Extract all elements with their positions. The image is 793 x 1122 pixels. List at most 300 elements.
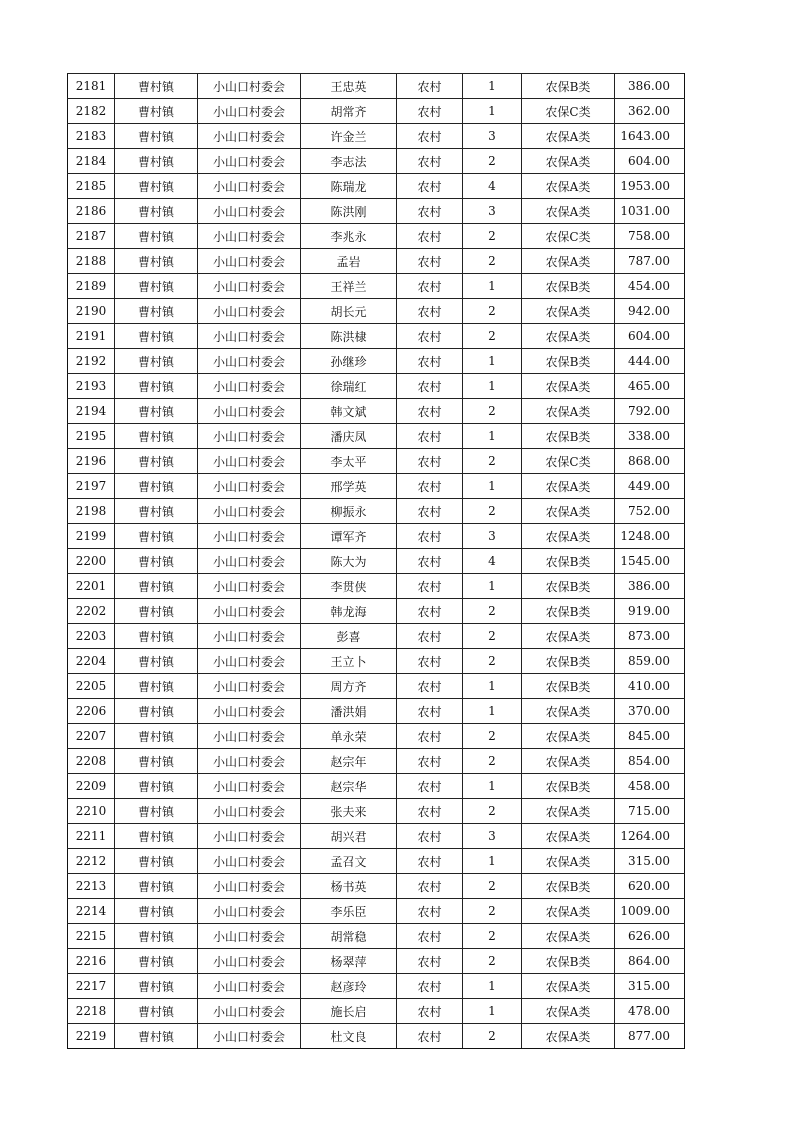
table-row — [68, 224, 685, 249]
name-cell: 陈洪棣 — [301, 324, 397, 349]
insurance-category-cell: 农保A类 — [522, 749, 615, 774]
records-body — [68, 74, 685, 1049]
town-cell: 曹村镇 — [115, 374, 198, 399]
household-size-cell: 2 — [463, 624, 522, 649]
amount-cell: 787.00 — [615, 249, 685, 274]
household-size-cell: 2 — [463, 249, 522, 274]
town-cell: 曹村镇 — [115, 899, 198, 924]
row-number: 2207 — [68, 724, 115, 749]
area-type-cell: 农村 — [397, 349, 463, 374]
town-cell: 曹村镇 — [115, 1024, 198, 1049]
town-cell: 曹村镇 — [115, 874, 198, 899]
town-cell: 曹村镇 — [115, 999, 198, 1024]
village-committee-cell: 小山口村委会 — [198, 149, 301, 174]
village-committee-cell: 小山口村委会 — [198, 74, 301, 99]
household-size-cell: 3 — [463, 524, 522, 549]
amount-cell: 1643.00 — [615, 124, 685, 149]
row-number: 2199 — [68, 524, 115, 549]
village-committee-cell: 小山口村委会 — [198, 949, 301, 974]
town-cell: 曹村镇 — [115, 424, 198, 449]
household-size-cell: 1 — [463, 574, 522, 599]
amount-cell: 854.00 — [615, 749, 685, 774]
town-cell: 曹村镇 — [115, 399, 198, 424]
household-size-cell: 2 — [463, 149, 522, 174]
amount-cell: 465.00 — [615, 374, 685, 399]
name-cell: 潘庆凤 — [301, 424, 397, 449]
row-number: 2204 — [68, 649, 115, 674]
amount-cell: 1953.00 — [615, 174, 685, 199]
name-cell: 谭军齐 — [301, 524, 397, 549]
name-cell: 王忠英 — [301, 74, 397, 99]
row-number: 2190 — [68, 299, 115, 324]
amount-cell: 1248.00 — [615, 524, 685, 549]
table-row — [68, 749, 685, 774]
household-size-cell: 3 — [463, 124, 522, 149]
village-committee-cell: 小山口村委会 — [198, 824, 301, 849]
household-size-cell: 1 — [463, 274, 522, 299]
row-number: 2209 — [68, 774, 115, 799]
row-number: 2217 — [68, 974, 115, 999]
town-cell: 曹村镇 — [115, 549, 198, 574]
area-type-cell: 农村 — [397, 799, 463, 824]
area-type-cell: 农村 — [397, 524, 463, 549]
village-committee-cell: 小山口村委会 — [198, 399, 301, 424]
name-cell: 徐瑞红 — [301, 374, 397, 399]
town-cell: 曹村镇 — [115, 224, 198, 249]
area-type-cell: 农村 — [397, 449, 463, 474]
amount-cell: 626.00 — [615, 924, 685, 949]
insurance-category-cell: 农保A类 — [522, 624, 615, 649]
area-type-cell: 农村 — [397, 174, 463, 199]
name-cell: 李兆永 — [301, 224, 397, 249]
household-size-cell: 1 — [463, 999, 522, 1024]
town-cell: 曹村镇 — [115, 724, 198, 749]
area-type-cell: 农村 — [397, 899, 463, 924]
table-row — [68, 299, 685, 324]
amount-cell: 1009.00 — [615, 899, 685, 924]
household-size-cell: 3 — [463, 824, 522, 849]
insurance-category-cell: 农保A类 — [522, 524, 615, 549]
household-size-cell: 1 — [463, 774, 522, 799]
village-committee-cell: 小山口村委会 — [198, 524, 301, 549]
village-committee-cell: 小山口村委会 — [198, 799, 301, 824]
insurance-category-cell: 农保B类 — [522, 599, 615, 624]
household-size-cell: 1 — [463, 99, 522, 124]
area-type-cell: 农村 — [397, 749, 463, 774]
table-row — [68, 424, 685, 449]
row-number: 2200 — [68, 549, 115, 574]
name-cell: 赵宗华 — [301, 774, 397, 799]
village-committee-cell: 小山口村委会 — [198, 474, 301, 499]
town-cell: 曹村镇 — [115, 949, 198, 974]
row-number: 2181 — [68, 74, 115, 99]
amount-cell: 1031.00 — [615, 199, 685, 224]
insurance-category-cell: 农保C类 — [522, 99, 615, 124]
village-committee-cell: 小山口村委会 — [198, 999, 301, 1024]
amount-cell: 454.00 — [615, 274, 685, 299]
table-row — [68, 249, 685, 274]
village-committee-cell: 小山口村委会 — [198, 174, 301, 199]
table-row — [68, 349, 685, 374]
name-cell: 王祥兰 — [301, 274, 397, 299]
name-cell: 韩文斌 — [301, 399, 397, 424]
household-size-cell: 1 — [463, 699, 522, 724]
insurance-category-cell: 农保A类 — [522, 499, 615, 524]
name-cell: 李贯侠 — [301, 574, 397, 599]
table-row — [68, 949, 685, 974]
amount-cell: 458.00 — [615, 774, 685, 799]
insurance-category-cell: 农保B类 — [522, 774, 615, 799]
amount-cell: 315.00 — [615, 974, 685, 999]
row-number: 2208 — [68, 749, 115, 774]
amount-cell: 873.00 — [615, 624, 685, 649]
table-row — [68, 324, 685, 349]
household-size-cell: 1 — [463, 374, 522, 399]
town-cell: 曹村镇 — [115, 299, 198, 324]
town-cell: 曹村镇 — [115, 349, 198, 374]
table-row — [68, 399, 685, 424]
town-cell: 曹村镇 — [115, 474, 198, 499]
household-size-cell: 1 — [463, 74, 522, 99]
town-cell: 曹村镇 — [115, 99, 198, 124]
table-row — [68, 999, 685, 1024]
name-cell: 赵宗年 — [301, 749, 397, 774]
name-cell: 周方齐 — [301, 674, 397, 699]
household-size-cell: 1 — [463, 349, 522, 374]
table-row — [68, 199, 685, 224]
row-number: 2193 — [68, 374, 115, 399]
row-number: 2202 — [68, 599, 115, 624]
amount-cell: 864.00 — [615, 949, 685, 974]
household-size-cell: 2 — [463, 499, 522, 524]
amount-cell: 845.00 — [615, 724, 685, 749]
records-table — [67, 73, 685, 1049]
town-cell: 曹村镇 — [115, 599, 198, 624]
insurance-category-cell: 农保B类 — [522, 74, 615, 99]
area-type-cell: 农村 — [397, 199, 463, 224]
area-type-cell: 农村 — [397, 574, 463, 599]
name-cell: 邢学英 — [301, 474, 397, 499]
area-type-cell: 农村 — [397, 599, 463, 624]
name-cell: 杨翠萍 — [301, 949, 397, 974]
area-type-cell: 农村 — [397, 549, 463, 574]
household-size-cell: 2 — [463, 649, 522, 674]
area-type-cell: 农村 — [397, 699, 463, 724]
name-cell: 陈瑞龙 — [301, 174, 397, 199]
area-type-cell: 农村 — [397, 774, 463, 799]
village-committee-cell: 小山口村委会 — [198, 449, 301, 474]
insurance-category-cell: 农保A类 — [522, 474, 615, 499]
row-number: 2187 — [68, 224, 115, 249]
town-cell: 曹村镇 — [115, 799, 198, 824]
area-type-cell: 农村 — [397, 99, 463, 124]
table-row — [68, 149, 685, 174]
household-size-cell: 2 — [463, 899, 522, 924]
name-cell: 杨书英 — [301, 874, 397, 899]
village-committee-cell: 小山口村委会 — [198, 624, 301, 649]
area-type-cell: 农村 — [397, 974, 463, 999]
amount-cell: 338.00 — [615, 424, 685, 449]
household-size-cell: 2 — [463, 799, 522, 824]
area-type-cell: 农村 — [397, 224, 463, 249]
household-size-cell: 4 — [463, 174, 522, 199]
insurance-category-cell: 农保A类 — [522, 399, 615, 424]
table-row — [68, 474, 685, 499]
village-committee-cell: 小山口村委会 — [198, 849, 301, 874]
table-row — [68, 874, 685, 899]
name-cell: 潘洪娟 — [301, 699, 397, 724]
town-cell: 曹村镇 — [115, 849, 198, 874]
row-number: 2188 — [68, 249, 115, 274]
insurance-category-cell: 农保B类 — [522, 874, 615, 899]
household-size-cell: 1 — [463, 674, 522, 699]
village-committee-cell: 小山口村委会 — [198, 649, 301, 674]
insurance-category-cell: 农保B类 — [522, 274, 615, 299]
amount-cell: 386.00 — [615, 574, 685, 599]
name-cell: 韩龙海 — [301, 599, 397, 624]
table-row — [68, 274, 685, 299]
row-number: 2194 — [68, 399, 115, 424]
name-cell: 胡长元 — [301, 299, 397, 324]
area-type-cell: 农村 — [397, 949, 463, 974]
table-row — [68, 974, 685, 999]
insurance-category-cell: 农保A类 — [522, 374, 615, 399]
town-cell: 曹村镇 — [115, 699, 198, 724]
insurance-category-cell: 农保C类 — [522, 449, 615, 474]
town-cell: 曹村镇 — [115, 174, 198, 199]
amount-cell: 868.00 — [615, 449, 685, 474]
name-cell: 许金兰 — [301, 124, 397, 149]
village-committee-cell: 小山口村委会 — [198, 724, 301, 749]
area-type-cell: 农村 — [397, 299, 463, 324]
town-cell: 曹村镇 — [115, 924, 198, 949]
insurance-category-cell: 农保A类 — [522, 249, 615, 274]
table-row — [68, 174, 685, 199]
amount-cell: 942.00 — [615, 299, 685, 324]
household-size-cell: 1 — [463, 849, 522, 874]
row-number: 2191 — [68, 324, 115, 349]
table-row — [68, 1024, 685, 1049]
table-row — [68, 674, 685, 699]
insurance-category-cell: 农保B类 — [522, 949, 615, 974]
insurance-category-cell: 农保A类 — [522, 924, 615, 949]
table-row — [68, 74, 685, 99]
insurance-category-cell: 农保C类 — [522, 224, 615, 249]
row-number: 2185 — [68, 174, 115, 199]
table-row — [68, 99, 685, 124]
name-cell: 李太平 — [301, 449, 397, 474]
insurance-category-cell: 农保A类 — [522, 299, 615, 324]
name-cell: 李乐臣 — [301, 899, 397, 924]
town-cell: 曹村镇 — [115, 324, 198, 349]
area-type-cell: 农村 — [397, 1024, 463, 1049]
amount-cell: 370.00 — [615, 699, 685, 724]
amount-cell: 604.00 — [615, 324, 685, 349]
insurance-category-cell: 农保B类 — [522, 549, 615, 574]
name-cell: 孟召文 — [301, 849, 397, 874]
row-number: 2210 — [68, 799, 115, 824]
area-type-cell: 农村 — [397, 249, 463, 274]
area-type-cell: 农村 — [397, 649, 463, 674]
village-committee-cell: 小山口村委会 — [198, 549, 301, 574]
village-committee-cell: 小山口村委会 — [198, 1024, 301, 1049]
insurance-category-cell: 农保B类 — [522, 674, 615, 699]
amount-cell: 444.00 — [615, 349, 685, 374]
insurance-category-cell: 农保A类 — [522, 324, 615, 349]
row-number: 2198 — [68, 499, 115, 524]
village-committee-cell: 小山口村委会 — [198, 249, 301, 274]
insurance-category-cell: 农保B类 — [522, 424, 615, 449]
amount-cell: 449.00 — [615, 474, 685, 499]
area-type-cell: 农村 — [397, 399, 463, 424]
insurance-category-cell: 农保B类 — [522, 574, 615, 599]
village-committee-cell: 小山口村委会 — [198, 899, 301, 924]
village-committee-cell: 小山口村委会 — [198, 974, 301, 999]
village-committee-cell: 小山口村委会 — [198, 224, 301, 249]
amount-cell: 715.00 — [615, 799, 685, 824]
insurance-category-cell: 农保A类 — [522, 199, 615, 224]
village-committee-cell: 小山口村委会 — [198, 774, 301, 799]
table-row — [68, 574, 685, 599]
row-number: 2186 — [68, 199, 115, 224]
village-committee-cell: 小山口村委会 — [198, 699, 301, 724]
town-cell: 曹村镇 — [115, 124, 198, 149]
area-type-cell: 农村 — [397, 874, 463, 899]
table-row — [68, 849, 685, 874]
amount-cell: 410.00 — [615, 674, 685, 699]
row-number: 2218 — [68, 999, 115, 1024]
amount-cell: 478.00 — [615, 999, 685, 1024]
town-cell: 曹村镇 — [115, 249, 198, 274]
table-row — [68, 124, 685, 149]
insurance-category-cell: 农保A类 — [522, 824, 615, 849]
insurance-category-cell: 农保A类 — [522, 699, 615, 724]
table-row — [68, 799, 685, 824]
name-cell: 胡常齐 — [301, 99, 397, 124]
town-cell: 曹村镇 — [115, 449, 198, 474]
name-cell: 杜文良 — [301, 1024, 397, 1049]
household-size-cell: 1 — [463, 424, 522, 449]
household-size-cell: 2 — [463, 224, 522, 249]
household-size-cell: 2 — [463, 749, 522, 774]
town-cell: 曹村镇 — [115, 574, 198, 599]
insurance-category-cell: 农保B类 — [522, 649, 615, 674]
household-size-cell: 2 — [463, 399, 522, 424]
amount-cell: 792.00 — [615, 399, 685, 424]
row-number: 2192 — [68, 349, 115, 374]
row-number: 2184 — [68, 149, 115, 174]
table-row — [68, 374, 685, 399]
insurance-category-cell: 农保A类 — [522, 899, 615, 924]
name-cell: 柳振永 — [301, 499, 397, 524]
table-row — [68, 699, 685, 724]
table-row — [68, 924, 685, 949]
row-number: 2219 — [68, 1024, 115, 1049]
table-row — [68, 549, 685, 574]
village-committee-cell: 小山口村委会 — [198, 374, 301, 399]
town-cell: 曹村镇 — [115, 674, 198, 699]
household-size-cell: 1 — [463, 974, 522, 999]
household-size-cell: 2 — [463, 324, 522, 349]
town-cell: 曹村镇 — [115, 649, 198, 674]
table-row — [68, 449, 685, 474]
village-committee-cell: 小山口村委会 — [198, 349, 301, 374]
town-cell: 曹村镇 — [115, 274, 198, 299]
area-type-cell: 农村 — [397, 624, 463, 649]
area-type-cell: 农村 — [397, 999, 463, 1024]
area-type-cell: 农村 — [397, 824, 463, 849]
amount-cell: 386.00 — [615, 74, 685, 99]
village-committee-cell: 小山口村委会 — [198, 274, 301, 299]
area-type-cell: 农村 — [397, 149, 463, 174]
amount-cell: 362.00 — [615, 99, 685, 124]
area-type-cell: 农村 — [397, 499, 463, 524]
town-cell: 曹村镇 — [115, 74, 198, 99]
area-type-cell: 农村 — [397, 849, 463, 874]
household-size-cell: 4 — [463, 549, 522, 574]
village-committee-cell: 小山口村委会 — [198, 599, 301, 624]
row-number: 2203 — [68, 624, 115, 649]
area-type-cell: 农村 — [397, 924, 463, 949]
amount-cell: 919.00 — [615, 599, 685, 624]
amount-cell: 620.00 — [615, 874, 685, 899]
row-number: 2183 — [68, 124, 115, 149]
name-cell: 胡兴君 — [301, 824, 397, 849]
area-type-cell: 农村 — [397, 374, 463, 399]
area-type-cell: 农村 — [397, 124, 463, 149]
household-size-cell: 2 — [463, 949, 522, 974]
row-number: 2195 — [68, 424, 115, 449]
insurance-category-cell: 农保A类 — [522, 974, 615, 999]
amount-cell: 758.00 — [615, 224, 685, 249]
insurance-category-cell: 农保A类 — [522, 124, 615, 149]
row-number: 2212 — [68, 849, 115, 874]
insurance-category-cell: 农保A类 — [522, 149, 615, 174]
village-committee-cell: 小山口村委会 — [198, 574, 301, 599]
insurance-category-cell: 农保A类 — [522, 999, 615, 1024]
household-size-cell: 2 — [463, 724, 522, 749]
table-row — [68, 724, 685, 749]
area-type-cell: 农村 — [397, 724, 463, 749]
name-cell: 李志法 — [301, 149, 397, 174]
household-size-cell: 2 — [463, 299, 522, 324]
village-committee-cell: 小山口村委会 — [198, 874, 301, 899]
table-row — [68, 774, 685, 799]
name-cell: 胡常稳 — [301, 924, 397, 949]
table-row — [68, 624, 685, 649]
household-size-cell: 3 — [463, 199, 522, 224]
area-type-cell: 农村 — [397, 324, 463, 349]
name-cell: 陈大为 — [301, 549, 397, 574]
row-number: 2197 — [68, 474, 115, 499]
amount-cell: 1545.00 — [615, 549, 685, 574]
village-committee-cell: 小山口村委会 — [198, 324, 301, 349]
name-cell: 彭喜 — [301, 624, 397, 649]
table-row — [68, 824, 685, 849]
table-row — [68, 899, 685, 924]
amount-cell: 859.00 — [615, 649, 685, 674]
town-cell: 曹村镇 — [115, 624, 198, 649]
name-cell: 单永荣 — [301, 724, 397, 749]
amount-cell: 752.00 — [615, 499, 685, 524]
name-cell: 张夫来 — [301, 799, 397, 824]
insurance-category-cell: 农保A类 — [522, 174, 615, 199]
name-cell: 赵彦玲 — [301, 974, 397, 999]
amount-cell: 877.00 — [615, 1024, 685, 1049]
town-cell: 曹村镇 — [115, 749, 198, 774]
table-row — [68, 649, 685, 674]
area-type-cell: 农村 — [397, 74, 463, 99]
